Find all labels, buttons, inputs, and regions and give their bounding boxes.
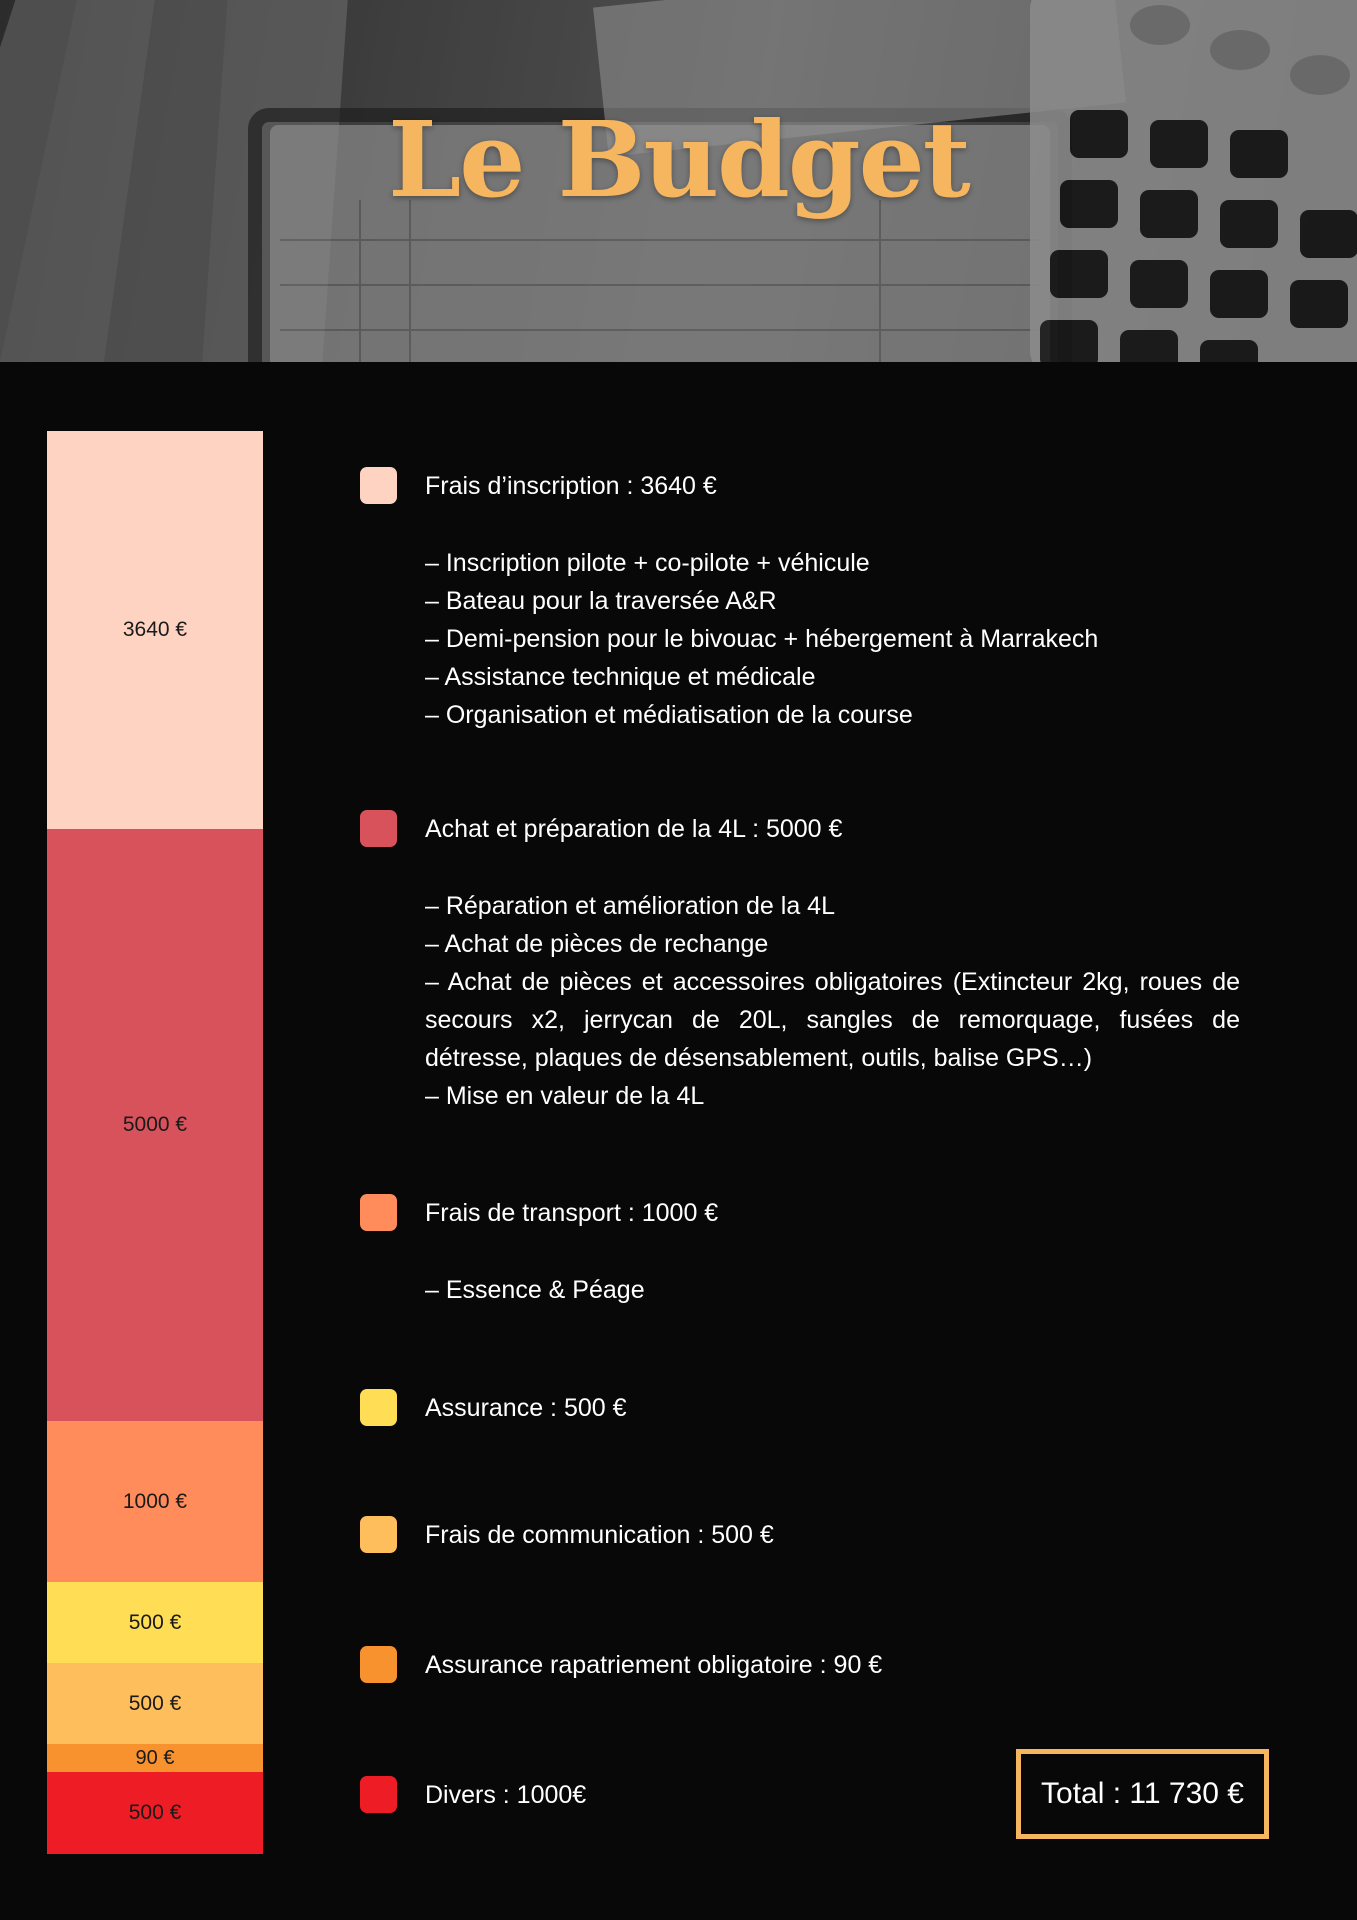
color-swatch: [360, 467, 397, 504]
detail-line: – Mise en valeur de la 4L: [425, 1082, 705, 1110]
detail-list: [425, 1271, 1240, 1309]
color-swatch: [360, 1194, 397, 1231]
detail-line: – Organisation et médiatisation de la course: [425, 701, 913, 729]
detail-line: – Essence & Péage: [425, 1276, 645, 1304]
legend-item-title: Assurance rapatriement obligatoire : 90 €: [425, 1651, 883, 1679]
detail-line: – Achat de pièces de rechange: [425, 930, 769, 958]
page-title: Le Budget: [388, 98, 969, 221]
color-swatch: [360, 1389, 397, 1426]
bar-segment-transport: 1000 €: [47, 1421, 263, 1582]
detail-line: – Achat de pièces et accessoires obligatoires (Extincteur 2kg, roues de secours x2, jerrycan de 20L, sangles de remorquage, fusées de détresse, plaques de désensablement, outils, balise GPS…): [425, 968, 1240, 1072]
color-swatch: [360, 1646, 397, 1683]
bar-segment-divers: 500 €: [47, 1772, 263, 1854]
color-swatch: [360, 1776, 397, 1813]
legend-item-title: Achat et préparation de la 4L : 5000 €: [425, 815, 843, 843]
detail-line: – Demi-pension pour le bivouac + hébergement à Marrakech: [425, 625, 1099, 653]
legend-item-title: Frais d’inscription : 3640 €: [425, 472, 717, 500]
detail-list: [425, 887, 1240, 1115]
budget-stacked-bar: [47, 431, 263, 1854]
header-banner: [0, 0, 1357, 362]
legend-item-title: Frais de transport : 1000 €: [425, 1199, 719, 1227]
total-box: Total : 11 730 €: [1016, 1749, 1269, 1839]
legend-item-title: Assurance : 500 €: [425, 1394, 627, 1422]
color-swatch: [360, 810, 397, 847]
detail-line: – Bateau pour la traversée A&R: [425, 587, 777, 615]
detail-line: – Inscription pilote + co-pilote + véhicule: [425, 549, 870, 577]
legend-item-title: Frais de communication : 500 €: [425, 1521, 774, 1549]
legend-item-title: Divers : 1000€: [425, 1781, 587, 1809]
bar-segment-assurance: 500 €: [47, 1582, 263, 1663]
detail-line: – Assistance technique et médicale: [425, 663, 816, 691]
color-swatch: [360, 1516, 397, 1553]
bar-segment-4l: 5000 €: [47, 829, 263, 1421]
detail-line: – Réparation et amélioration de la 4L: [425, 892, 835, 920]
bar-segment-communication: 500 €: [47, 1663, 263, 1744]
detail-list: [425, 544, 1240, 734]
bar-segment-inscription: 3640 €: [47, 431, 263, 829]
bar-segment-rapatriement: 90 €: [47, 1744, 263, 1772]
